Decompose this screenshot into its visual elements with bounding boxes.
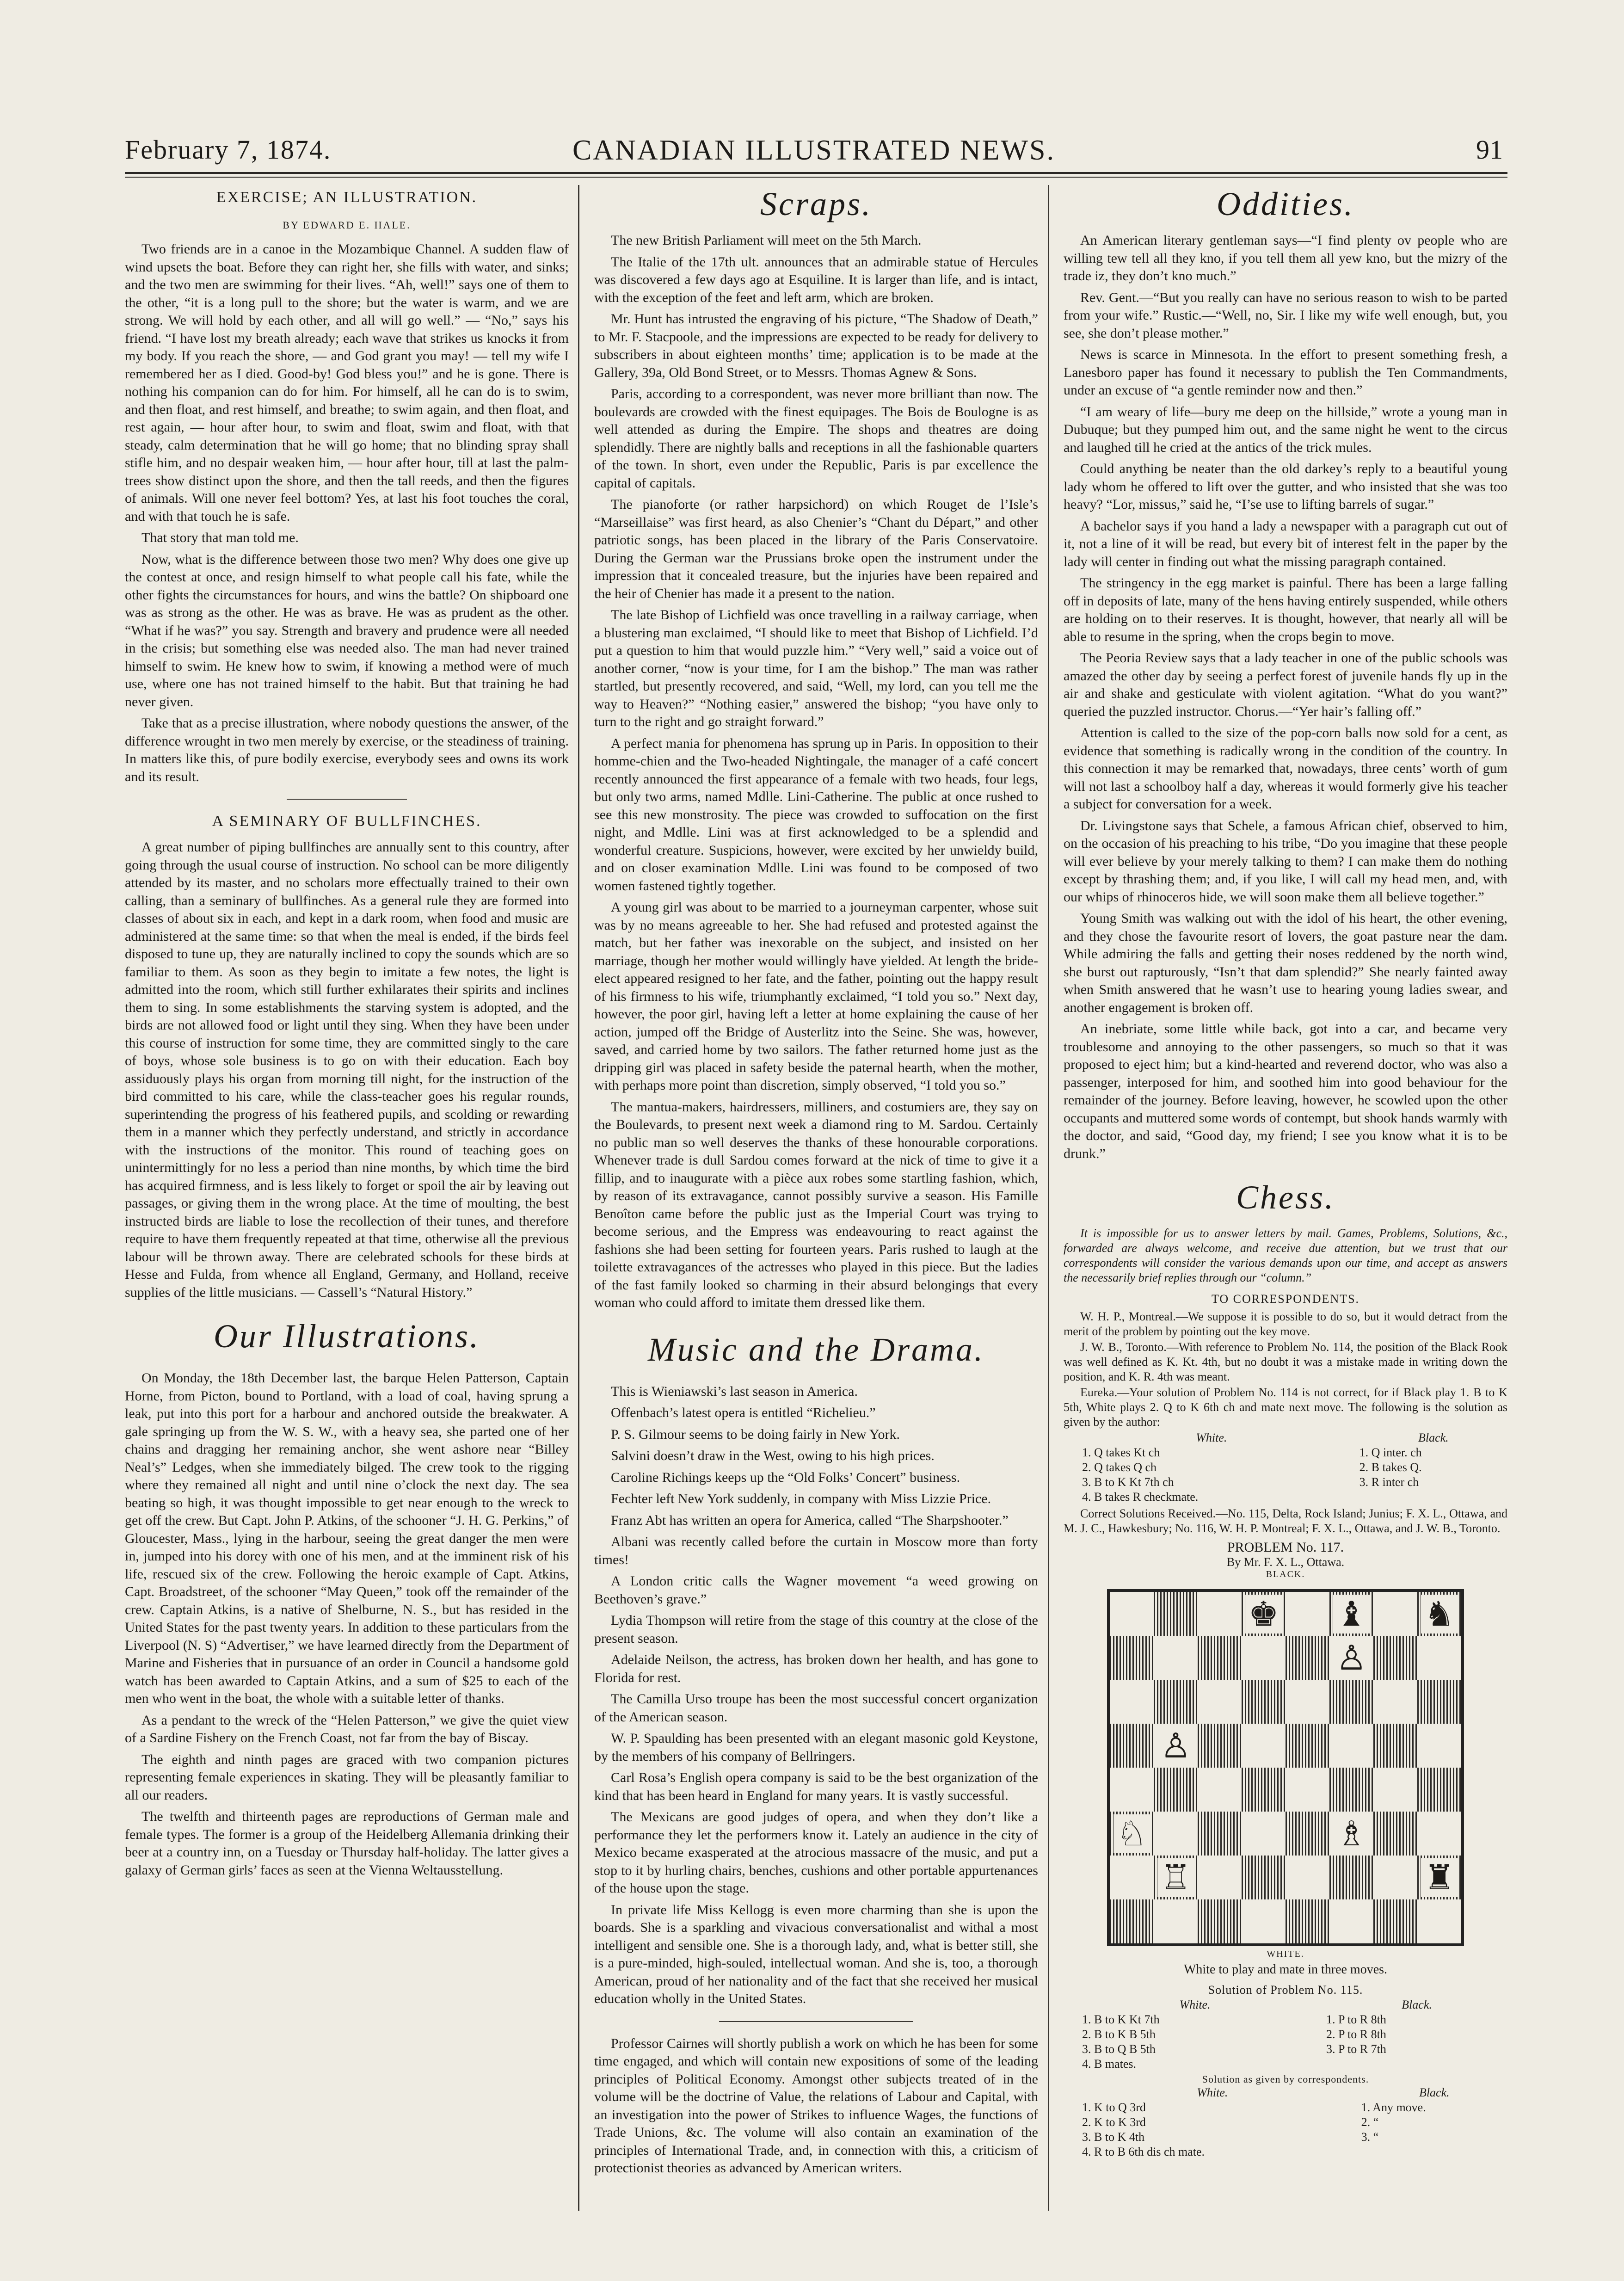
music-item: Lydia Thompson will retire from the stage of this country at the close of the present season. bbox=[594, 1613, 1038, 1646]
board-square bbox=[1329, 1768, 1373, 1812]
music-item: W. P. Spaulding has been presented with an elegant masonic gold Keystone, by the members of his company of Bellringers. bbox=[594, 1731, 1038, 1764]
board-square bbox=[1110, 1768, 1154, 1812]
board-square bbox=[1286, 1812, 1329, 1856]
page-number: 91 bbox=[1476, 135, 1503, 165]
board-square bbox=[1329, 1592, 1373, 1636]
white-move: 2. B to K B 5th bbox=[1082, 2028, 1156, 2041]
black-move bbox=[1308, 2057, 1507, 2071]
scrap-item: Mr. Hunt has intrusted the engraving of his picture, “The Shadow of Death,” to Mr. F. Stacpoole, and the impressions are expected to be ready for delivery to subscribers in about eighteen months’ time; application is to be made at the Gallery, 39a, Old Bond Street, or to Messrs. Thomas Agnew & Sons. bbox=[594, 311, 1038, 380]
problem-author: By Mr. F. X. L., Ottawa. bbox=[1226, 1555, 1345, 1569]
board-square bbox=[1198, 1592, 1242, 1636]
board-square bbox=[1198, 1768, 1242, 1812]
chess-piece: ♞ bbox=[1421, 1595, 1457, 1634]
music-item: Franz Abt has written an opera for America, called “The Sharpshooter.” bbox=[611, 1512, 1009, 1528]
solution-move-row bbox=[1064, 2145, 1507, 2159]
correspondents-heading: TO CORRESPONDENTS. bbox=[1211, 1292, 1360, 1306]
solution-correspondents-table bbox=[1064, 2085, 1507, 2159]
board-square bbox=[1417, 1856, 1461, 1899]
music-item: Albani was recently called before the curtain in Moscow more than forty times! bbox=[594, 1534, 1038, 1567]
solution-move-row bbox=[1064, 1445, 1507, 1460]
column-divider bbox=[578, 185, 579, 2211]
correspondent-reply: J. W. B., Toronto.—With reference to Problem No. 114, the position of the Black Rook was well defined as K. Kt. 4th, but no doubt it was a mistake made in writing down the position, and K. R. 4th was meant. bbox=[1064, 1340, 1507, 1383]
correspondent-reply: W. H. P., Montreal.—We suppose it is possible to do so, but it would detract from the merit of the problem by pointing out the key move. bbox=[1064, 1310, 1507, 1338]
bullfinch-paragraph: A great number of piping bullfinches are annually sent to this country, after going through the usual course of instruction. No school can be more diligently attended by its master, and no scholars more effectually trained to their own calling, than a seminary of bullfinches. As a general rule they are formed into classes of about six in each, and kept in a dark room, when food and music are administered at the same time: so that when the meal is ended, if the birds feel disposed to tune up, they are naturally inclined to copy the sounds which are so familiar to them. As soon as they begin to imitate a few notes, the light is admitted into the room, which still further exhilarates their spirits and inclines them to sing. In some establishments the starving system is adopted, and the birds are not allowed food or light until they sing. When they have been under this course of instruction for some time, they are committed singly to the care of boys, whose sole business is to go on with their education. Each boy assiduously plays his organ from morning till night, for the instruction of the bird committed to his care, while the class-teacher goes his regular rounds, superintending the progress of his feathered pupils, and scolding or rewarding them in a manner which they perfectly understand, and strictly in accordance with the instructions of the monitor. This round of teaching goes on unintermittingly for no less a period than nine months, by which time the bird has acquired firmness, and is less likely to forget or spoil the air by leaving out passages, or giving them in the wrong place. At the time of moulting, the best instructed birds are liable to lose the recollection of their tunes, and therefore require to have them frequently repeated at that time, otherwise all the previous labour will be thrown away. There are celebrated schools for these birds at Hesse and Fulda, from whence all England, Germany, and Holland, receive supplies of the little musicians. — Cassell’s “Natural History.” bbox=[125, 839, 569, 1300]
oddity-item: Dr. Livingstone says that Schele, a famous African chief, observed to him, on the occasion of his preaching to his tribe, “Do you imagine that these people will ever believe by your merely talking to them? I can make them do nothing except by thrashing them; and, if you like, I will call my head men, and, with our whips of rhinoceros hide, we will soon make them all believe together.” bbox=[1064, 818, 1507, 905]
white-move: 1. Q takes Kt ch bbox=[1082, 1446, 1160, 1459]
music-item: Carl Rosa’s English opera company is said to be the best organization of the kind that has been heard in England for many years. It is vastly successful. bbox=[594, 1770, 1038, 1803]
chess-piece: ♗ bbox=[1333, 1814, 1369, 1853]
music-item: In private life Miss Kellogg is even more charming than she is upon the boards. She is a sparkling and vivacious conversationalist and withal a most intelligent and sensible one. She is a thorough lady, and, what is better still, she is a pure-minded, high-souled, intellectual woman. And she is, too, a thorough American, proud of her nationality and of the fact that she received her musical education wholly in the United States. bbox=[594, 1902, 1038, 2006]
oddities-list bbox=[1064, 232, 1507, 1163]
board-square bbox=[1198, 1899, 1242, 1943]
white-move: 4. B mates. bbox=[1082, 2057, 1136, 2071]
board-square bbox=[1286, 1636, 1329, 1680]
board-square bbox=[1110, 1856, 1154, 1899]
chess-piece: ♝ bbox=[1333, 1595, 1369, 1634]
board-square bbox=[1198, 1812, 1242, 1856]
board-square bbox=[1110, 1724, 1154, 1768]
board-square bbox=[1373, 1812, 1417, 1856]
board-square bbox=[1242, 1680, 1286, 1724]
column-divider bbox=[1048, 185, 1049, 2211]
board-square bbox=[1110, 1812, 1154, 1856]
oddity-item: Could anything be neater than the old darkey’s reply to a beautiful young lady whom he offered to lift over the gutter, and who insisted that she was too heavy? “Lor, missus,” said he, “I’se use to lifting barrels of sugar.” bbox=[1064, 461, 1507, 512]
scrap-item: The late Bishop of Lichfield was once travelling in a railway carriage, when a blustering man exclaimed, “I should like to meet that Bishop of Lichfield. I’d put a question to him that would puzzle him.” “Very well,” said a voice out of another corner, “now is your time, for I am the bishop.” The man was rather startled, but presently recovered, and said, “Well, my lord, can you tell me the way to Heaven?” “Nothing easier,” answered the bishop; “you have only to turn to the right and go straight forward.” bbox=[594, 607, 1038, 729]
solution-move-row bbox=[1064, 2012, 1507, 2027]
white-move: 1. K to Q 3rd bbox=[1082, 2101, 1146, 2114]
masthead-title: CANADIAN ILLUSTRATED NEWS. bbox=[572, 135, 1056, 166]
scraps-list bbox=[594, 232, 1038, 1312]
board-square bbox=[1373, 1768, 1417, 1812]
solution-move-row bbox=[1064, 1475, 1507, 1490]
exercise-heading: EXERCISE; AN ILLUSTRATION. bbox=[216, 189, 478, 206]
cairnes-paragraph: Professor Cairnes will shortly publish a work on which he has been for some time engaged, and which will contain new expositions of some of the leading principles of Political Economy. Amongst other subjects treated of in the volume will be the doctrine of Value, the relations of Labour and Capital, with an investigation into the power of Strikes to influence Wages, the functions of Trade Unions, &c. The volume will also contain an examination of the principles of International Trade, and, in connection with this, a criticism of protectionist theories as advanced by American writers. bbox=[594, 2035, 1038, 2176]
board-square bbox=[1329, 1680, 1373, 1724]
black-move: 1. Any move. bbox=[1361, 2101, 1426, 2114]
board-square bbox=[1417, 1636, 1461, 1680]
board-square bbox=[1329, 1899, 1373, 1943]
board-square bbox=[1242, 1899, 1286, 1943]
black-move bbox=[1341, 1490, 1507, 1504]
board-square bbox=[1154, 1812, 1198, 1856]
solution-correspondents-title: Solution as given by correspondents. bbox=[1202, 2073, 1369, 2085]
scraps-heading: Scraps. bbox=[760, 185, 872, 222]
board-square bbox=[1286, 1592, 1329, 1636]
white-move: 3. B to K 4th bbox=[1082, 2130, 1145, 2144]
column-right bbox=[1064, 185, 1507, 2159]
board-square bbox=[1154, 1856, 1198, 1899]
scrap-item: The pianoforte (or rather harpsichord) on which Rouget de l’Isle’s “Marseillaise” was first heard, as also Chenier’s “Chant du Départ,” and other patriotic songs, has been placed in the library of the Paris Conservatoire. During the German war the Prussians broke open the instrument under the impression that it concealed treasure, but the injuries have been repaired and the heir of Chenier has made it a present to the nation. bbox=[594, 497, 1038, 601]
board-square bbox=[1373, 1856, 1417, 1899]
page-header bbox=[125, 134, 1503, 171]
solution-move-row bbox=[1064, 2100, 1507, 2115]
solution-115-table bbox=[1064, 1997, 1507, 2071]
oddity-item: Rev. Gent.—“But you really can have no serious reason to wish to be parted from your wife.” Rustic.—“Well, no, Sir. I like my wife well enough, but, you see, she don’t please mother.” bbox=[1064, 290, 1507, 341]
music-item: Offenbach’s latest opera is entitled “Richelieu.” bbox=[611, 1405, 876, 1420]
black-side-label: BLACK. bbox=[1266, 1569, 1305, 1579]
exercise-paragraph: Two friends are in a canoe in the Mozambique Channel. A sudden flaw of wind upsets the boat. Before they can right her, she fills with water, and sinks; and the two men are swimming for their lives. “Ah, well!” says one of them to the other, “it is a long pull to the shore; but the water is warm, and we are strong. We will hold by each other, and all will go well.” — “No,” says his friend. “I have lost my breath already; each wave that strikes us knocks it from my body. If you reach the shore, — and God grant you may! — tell my wife I remembered her as I died. Good-by! God bless you!” and he is gone. There is nothing his companion can do for him. For himself, all he can do is to swim, and then float, and rest himself, and breathe; to swim again, and then float, and rest again, — hour after hour, to swim and float, swim and float, with that steady, calm determination that he will go home; that no blinding spray shall stifle him, and no despair weaken him, — hour after hour, till at last the palm-trees show distinct upon the shore, and then the tall reeds, and then the figures of animals. Will one never feel bottom? Yes, at last his foot touches the coral, and with that touch he is safe. bbox=[125, 241, 569, 524]
board-square bbox=[1373, 1899, 1417, 1943]
solution-move-row bbox=[1064, 2042, 1507, 2057]
section-rule bbox=[287, 799, 407, 800]
chess-heading: Chess. bbox=[1236, 1179, 1335, 1216]
solution-move-row bbox=[1064, 2130, 1507, 2145]
scrap-item: A perfect mania for phenomena has sprung up in Paris. In opposition to their homme-chien and the Two-headed Nightingale, the manager of a café concert recently announced the first appearance of a female with two heads, four legs, but only two arms, named Mdlle. Lini-Catherine. The public at once rushed to see this new monstrosity. The piece was crowded to suffocation on the first night, and Mdlle. Lini was at first acknowledged to be a splendid and wonderful creature. Suspicions, however, were excited by her unwieldy build, and on closer examination Mdlle. Lini was found to be composed of two women fastened tightly together. bbox=[594, 735, 1038, 894]
exercise-byline: BY EDWARD E. HALE. bbox=[283, 219, 411, 231]
oddity-item: The stringency in the egg market is painful. There has been a large falling off in deposits of late, many of the hens having entirely suspended, while others are holding on to their reserves. It is thought, however, that nearly all will be able to resume in the spring, when the crops begin to move. bbox=[1064, 575, 1507, 644]
board-square bbox=[1198, 1636, 1242, 1680]
board-square bbox=[1417, 1812, 1461, 1856]
black-label: Black. bbox=[1418, 1431, 1449, 1444]
chess-piece: ♙ bbox=[1157, 1726, 1193, 1765]
music-list bbox=[594, 1383, 1038, 2008]
correct-solutions: Correct Solutions Received.—No. 115, Delta, Rock Island; Junius; F. X. L., Ottawa, and M. J. C., Hawkesbury; No. 116, W. H. P. Montreal; F. X. L., Ottawa, and J. W. B., Toronto. bbox=[1064, 1507, 1507, 1535]
board-square bbox=[1154, 1899, 1198, 1943]
black-move bbox=[1343, 2145, 1507, 2159]
illustrations-paragraph: As a pendant to the wreck of the “Helen Patterson,” we give the quiet view of a Sardine Fishery on the French Coast, not far from the bay of Biscay. bbox=[125, 1712, 569, 1745]
board-square bbox=[1417, 1592, 1461, 1636]
board-square bbox=[1286, 1899, 1329, 1943]
oddities-heading: Oddities. bbox=[1217, 185, 1354, 222]
board-square bbox=[1154, 1680, 1198, 1724]
music-item: Salvini doesn’t draw in the West, owing to his high prices. bbox=[611, 1448, 935, 1463]
oddity-item: A bachelor says if you hand a lady a newspaper with a paragraph cut out of it, not a line of it will be read, but every bit of interest felt in the paper by the lady will center in finding out what the missing paragraph contained. bbox=[1064, 518, 1507, 569]
solution-move-row bbox=[1064, 2057, 1507, 2071]
board-square bbox=[1154, 1724, 1198, 1768]
oddity-item: “I am weary of life—bury me deep on the hillside,” wrote a young man in Dubuque; but they pumped him out, and the same night he went to the circus and laughed till he cried at the antics of the trick mules. bbox=[1064, 404, 1507, 455]
board-square bbox=[1198, 1680, 1242, 1724]
exercise-paragraph: That story that man told me. bbox=[141, 530, 299, 545]
black-move: 3. P to R 7th bbox=[1326, 2042, 1386, 2056]
problem-title: PROBLEM No. 117. bbox=[1227, 1540, 1344, 1555]
white-label: White. bbox=[1196, 1431, 1227, 1444]
black-label: Black. bbox=[1419, 2086, 1450, 2099]
board-square bbox=[1110, 1592, 1154, 1636]
white-label: White. bbox=[1179, 1998, 1211, 2011]
music-item: The Mexicans are good judges of opera, and when they don’t like a performance they let the performers know it. Lately an audience in the city of Mexico became exasperated at the atrocious massacre of the music, and put a stop to it by hurling chairs, benches, cushions and other portable appurtenances of the house upon the stage. bbox=[594, 1809, 1038, 1896]
scrap-item: The Italie of the 17th ult. announces that an admirable statue of Hercules was discovered a few days ago at Esquiline. It is larger than life, and is intact, with the exception of the feet and left arm, which are broken. bbox=[594, 254, 1038, 305]
oddity-item: News is scarce in Minnesota. In the effort to present something fresh, a Lanesboro paper has found it necessary to publish the Ten Commandments, under an excuse of “a gentle reminder now and then.” bbox=[1064, 347, 1507, 398]
black-move: 2. P to R 8th bbox=[1326, 2028, 1386, 2041]
white-side-label: WHITE. bbox=[1267, 1949, 1304, 1959]
solution-move-row bbox=[1064, 2027, 1507, 2042]
chess-piece: ♜ bbox=[1421, 1858, 1457, 1897]
black-move: 3. “ bbox=[1361, 2130, 1379, 2144]
music-item: Adelaide Neilson, the actress, has broken down her health, and has gone to Florida for rest. bbox=[594, 1652, 1038, 1685]
column-middle bbox=[594, 185, 1038, 2181]
header-rule-thin bbox=[125, 177, 1507, 178]
board-square bbox=[1373, 1724, 1417, 1768]
chess-piece: ♙ bbox=[1333, 1639, 1369, 1677]
oddity-item: An American literary gentleman says—“I find plenty ov people who are willing tew tell all they kno, if you tell them all yew kno, but the mizry of the trade iz, they don’t kno much.” bbox=[1064, 233, 1507, 284]
board-square bbox=[1110, 1680, 1154, 1724]
board-square bbox=[1373, 1680, 1417, 1724]
black-move: 3. R inter ch bbox=[1359, 1475, 1419, 1489]
solution-move-row bbox=[1064, 1460, 1507, 1475]
chess-piece: ♚ bbox=[1245, 1595, 1281, 1634]
board-square bbox=[1329, 1636, 1373, 1680]
chess-piece: ♖ bbox=[1157, 1858, 1193, 1897]
board-square bbox=[1373, 1592, 1417, 1636]
board-square bbox=[1242, 1812, 1286, 1856]
music-item: Fechter left New York suddenly, in company with Miss Lizzie Price. bbox=[611, 1491, 991, 1506]
music-item: A London critic calls the Wagner movement “a weed growing on Beethoven’s grave.” bbox=[594, 1573, 1038, 1607]
music-item: Caroline Richings keeps up the “Old Folks’ Concert” business. bbox=[611, 1469, 960, 1485]
illustrations-paragraph: The eighth and ninth pages are graced with two companion pictures representing female experiences in skating. They will be pleasantly familiar to all our readers. bbox=[125, 1751, 569, 1803]
board-square bbox=[1242, 1768, 1286, 1812]
scrap-item: The mantua-makers, hairdressers, milliners, and costumiers are, they say on the Boulevards, to present next week a diamond ring to M. Sardou. Certainly no public man so well deserves the thanks of these honourable corporations. Whenever trade is dull Sardou comes forward at the nick of time to give it a fillip, and to inaugurate with a pièce aux robes some startling fashion, which, by reason of its extravagance, cannot possibly survive a season. His Famille Benoîton came before the public just as the Imperial Court was trying to become serious, and the Empress was endeavouring to react against the fashions she had been setting for fourteen years. Paris rushed to laugh at the toilette extravagances of the actresses who played in this piece. But the ladies of the fast family looked so charming in their absurd belongings that every woman who could afford to imitate them dressed like them. bbox=[594, 1099, 1038, 1310]
board-square bbox=[1110, 1636, 1154, 1680]
illustrations-heading: Our Illustrations. bbox=[213, 1318, 480, 1355]
white-move: 4. B takes R checkmate. bbox=[1082, 1490, 1199, 1504]
music-item: The Camilla Urso troupe has been the most successful concert organization of the American season. bbox=[594, 1691, 1038, 1725]
board-square bbox=[1242, 1592, 1286, 1636]
chess-piece: ♘ bbox=[1113, 1814, 1150, 1853]
music-drama-heading: Music and the Drama. bbox=[648, 1331, 984, 1368]
solution-move-row bbox=[1064, 2115, 1507, 2130]
board-square bbox=[1329, 1724, 1373, 1768]
white-move: 2. K to K 3rd bbox=[1082, 2115, 1146, 2129]
solution-move-row bbox=[1064, 1490, 1507, 1504]
board-square bbox=[1154, 1636, 1198, 1680]
white-label: White. bbox=[1197, 2086, 1228, 2099]
black-move: 2. B takes Q. bbox=[1359, 1461, 1422, 1474]
chess-board bbox=[1107, 1589, 1464, 1946]
board-square bbox=[1286, 1724, 1329, 1768]
black-move: 1. Q inter. ch bbox=[1359, 1446, 1422, 1459]
illustrations-paragraph: On Monday, the 18th December last, the barque Helen Patterson, Captain Horne, from Picton, bound to Portland, with a load of coal, having sprung a leak, put into this port for a harbour and anchored outside the breakwater. A gale springing up from the W. S. W., with a heavy sea, she parted one of her chains and dragging her remaining anchor, she went ashore near “Billey Neal’s” Ledges, when she immediately bilged. The crew took to the rigging where they remained all night and until nine o’clock the next day. The sea beating so high, it was thought impossible to get near enough to the wreck to get off the crew. But Capt. John P. Atkins, of the schooner “J. H. G. Perkins,” of Gloucester, Mass., lying in the harbour, seeing the great danger the men were in, jumped into his dorey with one of his men, and at the imminent risk of his life, rescued six of the crew. Following the heroic example of Capt. Atkins, Capt. Broadstreet, of the schooner “May Queen,” took off the remainder of the crew. Captain Atkins, is a native of Shelburne, N. S., but has resided in the United States for the past twenty years. In addition to these particulars from the Liverpool (N. S) “Advertiser,” we have learned directly from the Department of Marine and Fisheries that in pursuance of an order in Council a handsome gold watch has been awarded to Captain Atkins, and a sum of $25 to each of the men who went in the boat, the whole with a suitable letter of thanks. bbox=[125, 1370, 569, 1706]
correspondent-reply: Eureka.—Your solution of Problem No. 114 is not correct, for if Black play 1. B to K 5th, White plays 2. Q to K 6th ch and mate next move. The following is the solution as given by the author: bbox=[1064, 1386, 1507, 1429]
oddity-item: An inebriate, some little while back, got into a car, and became very troublesome and annoying to the other passengers, so much so that it was proposed to eject him; but a kind-hearted and reverend doctor, who was also a passenger, interposed for him, and soothed him into good behaviour for the remainder of the journey. Before leaving, however, he scowled upon the other occupants and muttered some words of contempt, but shook hands warmly with the doctor, and said, “Good day, my friend; I see you know what it is to be drunk.” bbox=[1064, 1021, 1507, 1161]
board-square bbox=[1417, 1680, 1461, 1724]
board-square bbox=[1286, 1856, 1329, 1899]
black-move: 2. “ bbox=[1361, 2115, 1379, 2129]
board-square bbox=[1198, 1724, 1242, 1768]
board-square bbox=[1242, 1636, 1286, 1680]
white-move: 3. B to K Kt 7th ch bbox=[1082, 1475, 1174, 1489]
music-item: P. S. Gilmour seems to be doing fairly in New York. bbox=[611, 1426, 900, 1442]
board-square bbox=[1417, 1724, 1461, 1768]
board-square bbox=[1329, 1856, 1373, 1899]
correspondents-list bbox=[1064, 1309, 1507, 1430]
board-square bbox=[1417, 1899, 1461, 1943]
board-square bbox=[1329, 1812, 1373, 1856]
board-square bbox=[1373, 1636, 1417, 1680]
board-square bbox=[1198, 1856, 1242, 1899]
oddity-item: The Peoria Review says that a lady teacher in one of the public schools was amazed the other day by seeing a perfect forest of juvenile hands fly up in the air and shake and gesticulate with violent agitation. “What do you want?” queried the puzzled instructor. Chorus.—“Yer hair’s falling off.” bbox=[1064, 650, 1507, 719]
white-move: 1. B to K Kt 7th bbox=[1082, 2013, 1160, 2026]
oddity-item: Attention is called to the size of the pop-corn balls now sold for a cent, as evidence that something is radically wrong in the condition of the country. In this connection it may be remarked that, nowadays, three cents’ worth of gum will not last a schoolboy half a day, whereas it would formerly give his teacher a subject for conversation for a week. bbox=[1064, 725, 1507, 812]
issue-date: February 7, 1874. bbox=[125, 135, 332, 165]
header-rule bbox=[125, 172, 1507, 174]
scrap-item: Paris, according to a correspondent, was never more brilliant than now. The boulevards are crowded with the finest equipages. The Bois de Boulogne is as well attended as during the Empire. The shops and theatres are doing splendidly. There are nightly balls and receptions in all the fashionable quarters of the town. In short, even under the Republic, Paris is par excellence the capital of capitals. bbox=[594, 386, 1038, 491]
problem-instruction: White to play and mate in three moves. bbox=[1183, 1962, 1388, 1977]
board-square bbox=[1154, 1592, 1198, 1636]
chess-note: It is impossible for us to answer letters by mail. Games, Problems, Solutions, &c., forwarded are always welcome, and receive due attention, but we trust that our correspondents will consider the various demands upon our time, and accept as answers the necessarily brief replies through our “column.” bbox=[1064, 1227, 1507, 1284]
oddity-item: Young Smith was walking out with the idol of his heart, the other evening, and they chose the favourite resort of lovers, the goat pasture near the dam. While admiring the falls and getting their noses reddened by the north wind, she burst out rapturously, “Isn’t that dam splendid?” She nearly fainted away when Smith answered that he wasn’t use to hearing young ladies swear, and another engagement is broken off. bbox=[1064, 911, 1507, 1015]
bullfinch-heading: A SEMINARY OF BULLFINCHES. bbox=[212, 813, 482, 830]
board-square bbox=[1286, 1768, 1329, 1812]
column-left bbox=[125, 185, 569, 1883]
black-label: Black. bbox=[1402, 1998, 1432, 2011]
exercise-paragraph: Now, what is the difference between those two men? Why does one give up the contest at once, and resign himself to what people call his fate, while the other fights the circumstances for hours, and wins the battle? On shipboard one was as strong as the other. He was as brave. He was as prudent as the other. “What if he was?” you say. Strength and bravery and prudence were all needed in the crisis; but something else was needed also. The man had never trained himself to swim. He knew how to swim, if knowing a method were of much use, where one has not trained himself to the habit. But that training he had never given. bbox=[125, 551, 569, 709]
board-square bbox=[1154, 1768, 1198, 1812]
section-rule bbox=[719, 2021, 913, 2022]
board-square bbox=[1242, 1856, 1286, 1899]
white-move: 2. Q takes Q ch bbox=[1082, 1461, 1157, 1474]
board-square bbox=[1286, 1680, 1329, 1724]
music-item: This is Wieniawski’s last season in America. bbox=[611, 1383, 858, 1399]
solution-115-title: Solution of Problem No. 115. bbox=[1208, 1983, 1363, 1997]
solution-114-table bbox=[1064, 1430, 1507, 1504]
scrap-item: The new British Parliament will meet on the 5th March. bbox=[611, 233, 922, 248]
white-move: 4. R to B 6th dis ch mate. bbox=[1082, 2145, 1205, 2158]
black-move: 1. P to R 8th bbox=[1326, 2013, 1386, 2026]
white-move: 3. B to Q B 5th bbox=[1082, 2042, 1156, 2056]
exercise-paragraph: Take that as a precise illustration, where nobody questions the answer, of the difference wrought in two men merely by exercise, or the steadiness of training. In matters like this, of pure bodily exercise, everybody sees and owns its work and its result. bbox=[125, 715, 569, 784]
board-square bbox=[1417, 1768, 1461, 1812]
illustrations-paragraph: The twelfth and thirteenth pages are reproductions of German male and female types. The former is a group of the Heidelberg Allemania drinking their beer at a country inn, on a Tuesday or Thursday half-holiday. The latter gives a galaxy of German girls’ faces as seen at the Vienna Weltausstellung. bbox=[125, 1809, 569, 1878]
board-square bbox=[1110, 1899, 1154, 1943]
board-square bbox=[1242, 1724, 1286, 1768]
scrap-item: A young girl was about to be married to a journeyman carpenter, whose suit was by no means agreeable to her. She had refused and protested against the match, but her father was inexorable on the subject, and insisted on her marriage, though her mother would willingly have yielded. At length the bride-elect appeared resigned to her fate, and the father, pointing out the happy result of his firmness to his wife, triumphantly exclaimed, “I told you so.” Next day, however, the poor girl, having left a letter at home explaining the cause of her action, jumped off the Bridge of Austerlitz into the Seine. She was, however, saved, and carried home by two sailors. The father returned home just as the dripping girl was placed in safety beside the paternal hearth, when the mother, with perhaps more point than discretion, simply observed, “I told you so.” bbox=[594, 900, 1038, 1093]
